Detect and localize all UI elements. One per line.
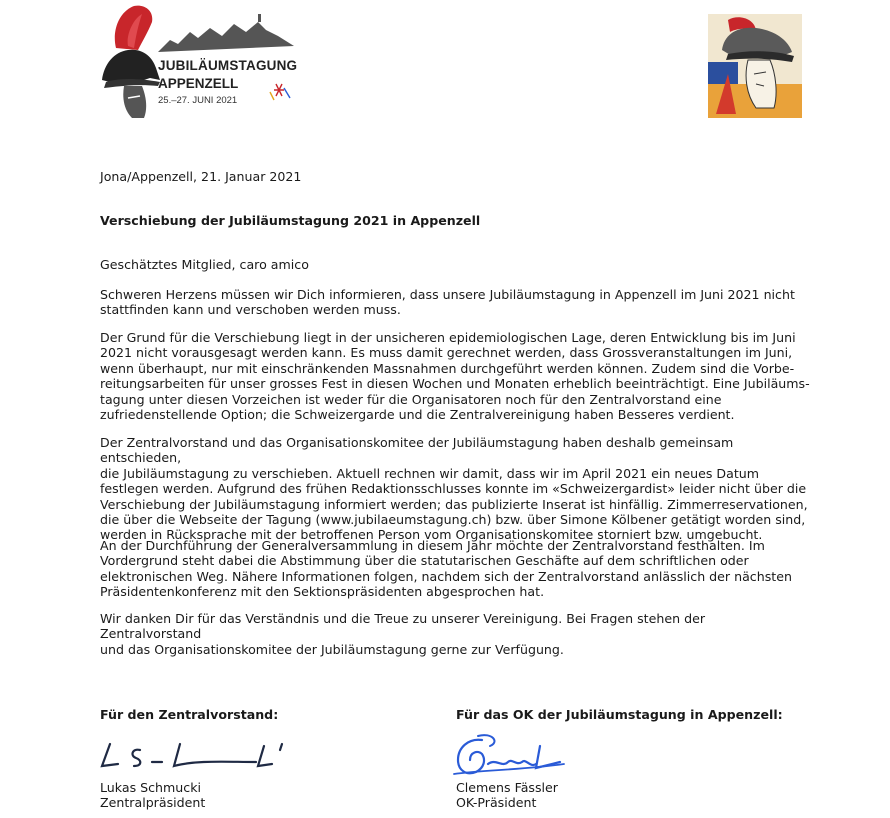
paragraph-5 xyxy=(100,611,810,657)
paragraph-line: 2021 nicht vorausgesagt werden kann. Es muss damit gerechnet werden, dass Grossveranstaltungen im Juni, xyxy=(100,345,793,361)
signer-name: Clemens Fässler xyxy=(456,780,558,795)
logo-line-3: 25.–27. JUNI 2021 xyxy=(158,95,238,106)
paragraph-3 xyxy=(100,435,810,543)
paragraph-line: Verschiebung der Jubiläumstagung informiert werden; das publizierte Inserat ist hinfällig. Zimmerreservationen, xyxy=(100,496,808,512)
signature-left-heading: Für den Zentralvorstand: xyxy=(100,707,279,722)
signer-role: Zentralpräsident xyxy=(100,795,206,811)
signature-right-heading: Für das OK der Jubiläumstagung in Appenzell: xyxy=(456,707,783,722)
signer-name: Lukas Schmucki xyxy=(100,780,201,795)
paragraph-line: Präsidentenkonferenz mit den Sektionspräsidenten abgesprochen hat. xyxy=(100,584,545,600)
jubilee-logo xyxy=(98,2,308,120)
letter-subject: Verschiebung der Jubiläumstagung 2021 in Appenzell xyxy=(100,213,481,228)
paragraph-line: Der Zentralvorstand und das Organisationskomitee der Jubiläumstagung haben deshalb gemeinsam entschieden, xyxy=(100,435,734,466)
paragraph-line: werden in Rücksprache mit der betroffenen Person vom Organisationskomitee storniert bzw. umgebucht. xyxy=(100,527,763,543)
paragraph-line: elektronischen Weg. Nähere Informationen folgen, nachdem sich der Zentralvorstand anlässlich der nächsten xyxy=(100,568,792,584)
paragraph-2 xyxy=(100,330,810,422)
paragraph-line: festlegen werden. Aufgrund des frühen Redaktionsschlusses konnte im «Schweizergardist» leider nicht über die xyxy=(100,481,807,497)
paragraph-line: tagung unter diesen Vorzeichen ist weder für die Organisatoren noch für den Zentralvorstand eine xyxy=(100,391,722,407)
paragraph-line: reitungsarbeiten für unser grosses Fest in diesen Wochen und Monaten erheblich beeinträchtigt. Eine Jubiläums- xyxy=(100,376,810,392)
paragraph-line: stattfinden kann und verschoben werden muss. xyxy=(100,302,401,318)
place-date: Jona/Appenzell, 21. Januar 2021 xyxy=(100,169,302,184)
paragraph-line: Der Grund für die Verschiebung liegt in der unsicheren epidemiologischen Lage, deren Entwicklung bis im Juni xyxy=(100,330,796,345)
paragraph-line: An der Durchführung der Generalversammlung in diesem Jahr möchte der Zentralvorstand festhalten. Im xyxy=(100,538,765,553)
paragraph-line: die Jubiläumstagung zu verschieben. Aktuell rechnen wir damit, dass wir im April 2021 ein neues Datum xyxy=(100,465,760,481)
paragraph-line: Wir danken Dir für das Verständnis und die Treue zu unserer Vereinigung. Bei Fragen stehen der Zentralvorstand xyxy=(100,611,705,642)
paragraph-line: die über die Webseite der Tagung (www.jubilaeumstagung.ch) bzw. über Simone Kölbener getätigt worden sind, xyxy=(100,512,806,528)
paragraph-line: wenn überhaupt, nur mit einschränkenden Massnahmen durchgeführt werden können. Zudem sind die Vorbe- xyxy=(100,360,795,376)
signature-right-block xyxy=(456,780,558,811)
paragraph-line: Schweren Herzens müssen wir Dich informieren, dass unsere Jubiläumstagung in Appenzell im Juni 2021 nicht xyxy=(100,287,795,302)
salutation: Geschätztes Mitglied, caro amico xyxy=(100,257,309,272)
signature-faessler-icon xyxy=(452,734,572,782)
paragraph-4 xyxy=(100,538,810,600)
paragraph-line: Vordergrund steht dabei die Abstimmung über die statutarischen Geschäfte auf dem schriftlichen oder xyxy=(100,553,749,569)
signer-role: OK-Präsident xyxy=(456,795,537,811)
paragraph-line: und das Organisationskomitee der Jubiläumstagung gerne zur Verfügung. xyxy=(100,641,564,657)
logo-line-2: APPENZELL xyxy=(158,76,239,91)
logo-line-1: JUBILÄUMSTAGUNG xyxy=(158,58,298,73)
signature-schmucki-icon xyxy=(96,740,296,776)
paragraph-line: zufriedenstellende Option; die Schweizergarde und die Zentralvereinigung haben Besseres verdient. xyxy=(100,407,735,423)
signature-left-block xyxy=(100,780,205,811)
guard-portrait-icon xyxy=(708,14,802,118)
paragraph-1 xyxy=(100,287,810,318)
